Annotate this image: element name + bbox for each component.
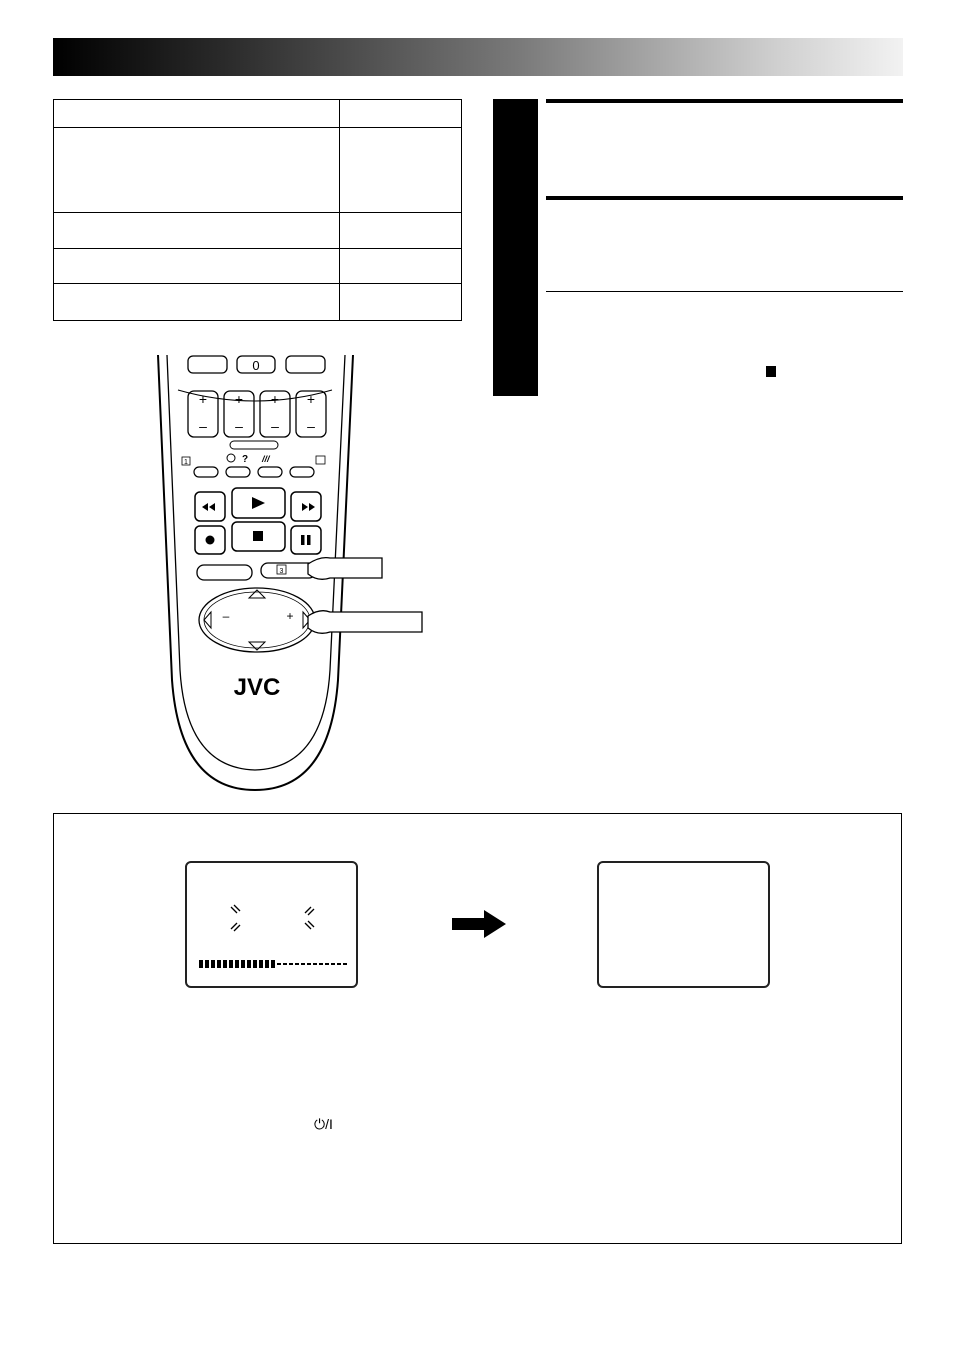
stop-square-icon <box>253 531 263 541</box>
minus-sign: – <box>271 418 279 434</box>
progress-segment-empty <box>337 963 341 965</box>
table-row <box>54 100 462 128</box>
power-icon: ⏻/I <box>314 1116 333 1132</box>
tv-screen-before <box>185 861 358 988</box>
notes-box <box>53 813 902 1244</box>
arrow-right-icon <box>450 908 510 945</box>
table-cell <box>340 100 462 128</box>
progress-segment-filled <box>223 960 227 968</box>
down-arrow-icon <box>249 642 265 650</box>
progress-segment-empty <box>343 963 347 965</box>
table-cell <box>340 213 462 249</box>
table-cell <box>54 128 340 213</box>
table-row <box>54 249 462 284</box>
minus-sign: – <box>199 418 207 434</box>
table-cell <box>340 249 462 284</box>
pause-icon <box>301 535 305 545</box>
brand-logo: JVC <box>233 674 281 701</box>
progress-segment-empty <box>313 963 317 965</box>
progress-segment-filled <box>211 960 215 968</box>
table-cell <box>54 249 340 284</box>
zero-key-label: 0 <box>252 358 260 373</box>
stop-icon <box>766 366 776 377</box>
plus-sign: + <box>270 391 280 407</box>
spec-table <box>53 99 462 321</box>
minus-sign: – <box>235 418 243 434</box>
table-cell <box>340 128 462 213</box>
progress-segment-empty <box>289 963 293 965</box>
play-icon <box>252 497 265 509</box>
step-divider-3 <box>546 291 903 292</box>
progress-segment-empty <box>325 963 329 965</box>
fast-forward-icon <box>302 503 315 511</box>
progress-segment-empty <box>301 963 305 965</box>
progress-segment-empty <box>331 963 335 965</box>
progress-segment-filled <box>241 960 245 968</box>
pointing-hand-icon <box>308 558 382 580</box>
table-cell <box>340 284 462 321</box>
tv-screen-after <box>597 861 770 988</box>
table-row <box>54 128 462 213</box>
rewind-icon <box>202 503 215 511</box>
help-icon: ? <box>242 454 249 465</box>
remote-control-illustration <box>150 350 430 800</box>
header-gradient-bar <box>53 38 903 76</box>
pause-button[interactable] <box>291 526 321 554</box>
progress-segment-filled <box>253 960 257 968</box>
progress-segment-filled <box>229 960 233 968</box>
progress-bar <box>199 960 349 968</box>
progress-segment-empty <box>277 963 281 965</box>
table-cell <box>54 100 340 128</box>
progress-segment-filled <box>271 960 275 968</box>
mode-glyph: /// <box>262 454 270 464</box>
progress-segment-filled <box>217 960 221 968</box>
table-row <box>54 213 462 249</box>
progress-segment-empty <box>295 963 299 965</box>
plus-sign: + <box>306 391 316 407</box>
minus-sign: – <box>307 418 315 434</box>
step-divider-2 <box>546 196 903 200</box>
table-row <box>54 284 462 321</box>
record-icon <box>206 536 215 545</box>
progress-segment-filled <box>235 960 239 968</box>
up-arrow-icon <box>249 590 265 598</box>
progress-segment-empty <box>283 963 287 965</box>
progress-segment-filled <box>259 960 263 968</box>
progress-segment-empty <box>307 963 311 965</box>
progress-segment-filled <box>265 960 269 968</box>
plus-sign: + <box>234 391 244 407</box>
plus-sign: + <box>286 609 294 623</box>
progress-segment-empty <box>319 963 323 965</box>
index-glyph: 3 <box>279 568 284 575</box>
section-side-tab <box>493 99 538 396</box>
pointing-hand-icon <box>308 611 422 634</box>
table-cell <box>54 284 340 321</box>
plus-sign: + <box>198 391 208 407</box>
progress-segment-filled <box>247 960 251 968</box>
table-cell <box>54 213 340 249</box>
progress-segment-filled <box>205 960 209 968</box>
progress-segment-filled <box>199 960 203 968</box>
remote-svg <box>150 350 430 795</box>
minus-sign: – <box>222 609 230 623</box>
clock-icon <box>227 454 235 462</box>
counter-glyph: 1 <box>184 459 188 466</box>
step-divider-1 <box>546 99 903 103</box>
